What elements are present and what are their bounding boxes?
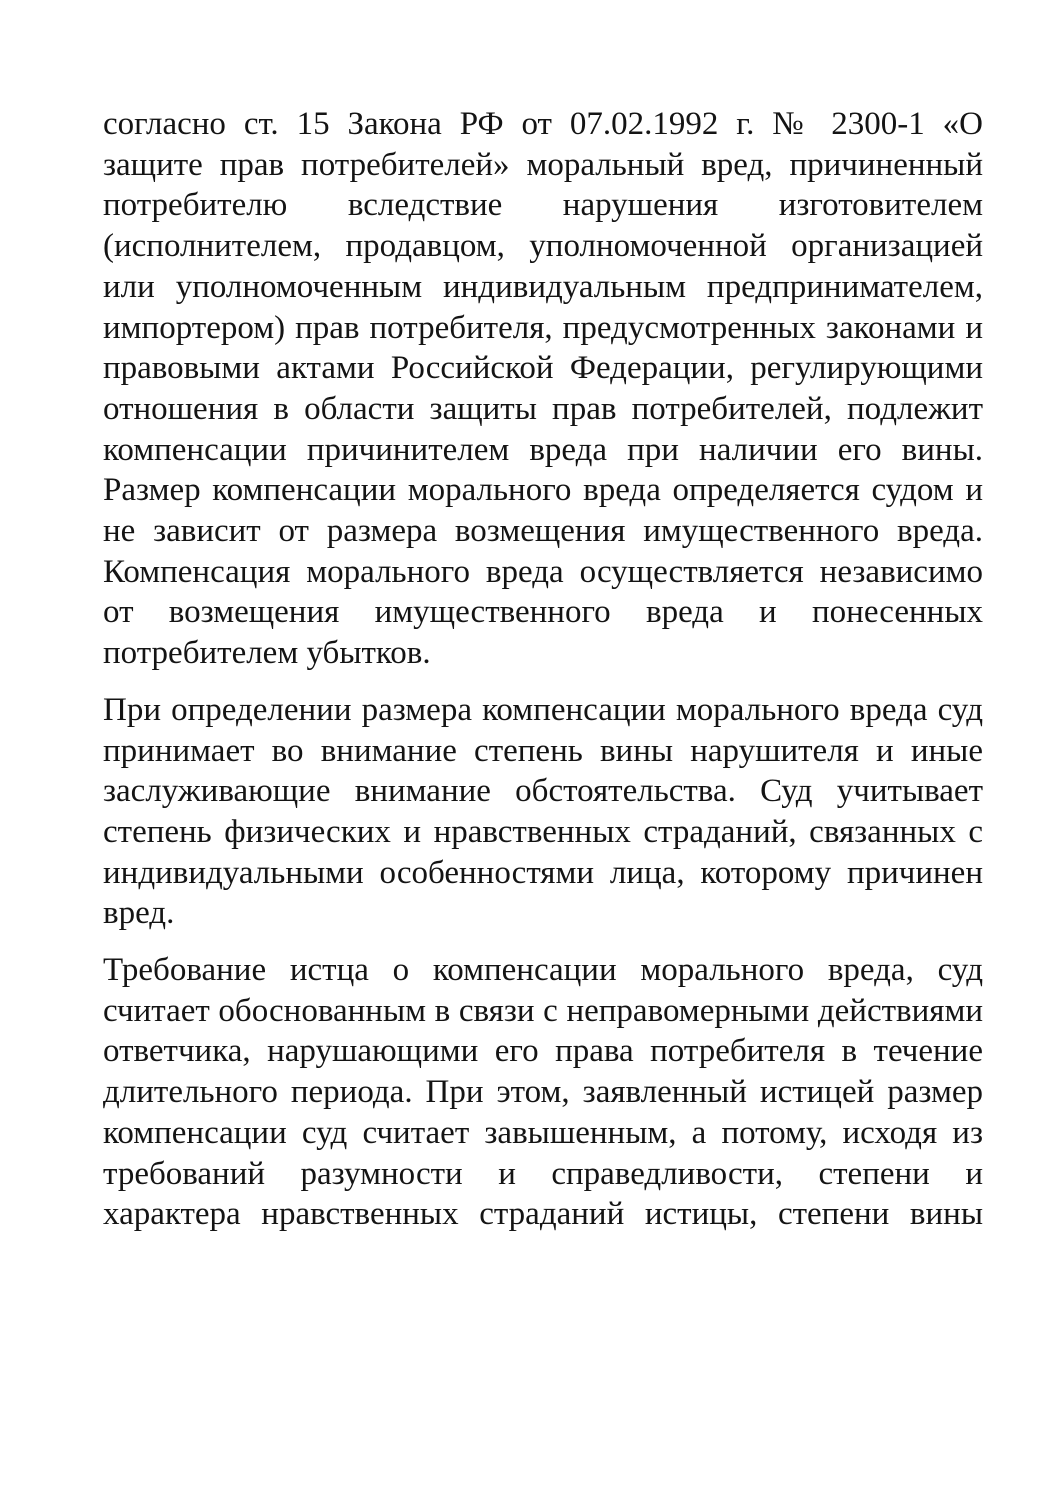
paragraph-claim-assessment: Требование истца о компенсации морального вреда, суд считает обоснованным в связи с неправомерными действиями ответчика, нарушающими его права потребителя в течение длительного периода. При этом, заявленный истицей размер компенсации суд считает завышенным, а потому, исходя из требований разумности и справедливости, степени и характера нравственных страданий истицы, степени вины <box>103 952 983 1233</box>
paragraph-moral-damage-law: согласно ст. 15 Закона РФ от 07.02.1992 г. № 2300-1 «О защите прав потребителей» моральный вред, причиненный потребителю вследствие нарушения изготовителем (исполнителем, продавцом, уполномоченной организацией или уполномоченным индивидуальным предпринимателем, импортером) прав потребителя, предусмотренных законами и правовыми актами Российской Федерации, регулирующими отношения в области защиты прав потребителей, подлежит компенсации причинителем вреда при наличии его вины. Размер компенсации морального вреда определяется судом и не зависит от размера возмещения имущественного вреда. Компенсация морального вреда осуществляется независимо от возмещения имущественного вреда и понесенных потребителем убытков. <box>103 106 983 672</box>
paragraph-court-considerations: При определении размера компенсации морального вреда суд принимает во внимание степень вины нарушителя и иные заслуживающие внимание обстоятельства. Суд учитывает степень физических и нравственных страданий, связанных с индивидуальными особенностями лица, которому причинен вред. <box>103 691 983 932</box>
document-body <box>103 104 983 1235</box>
